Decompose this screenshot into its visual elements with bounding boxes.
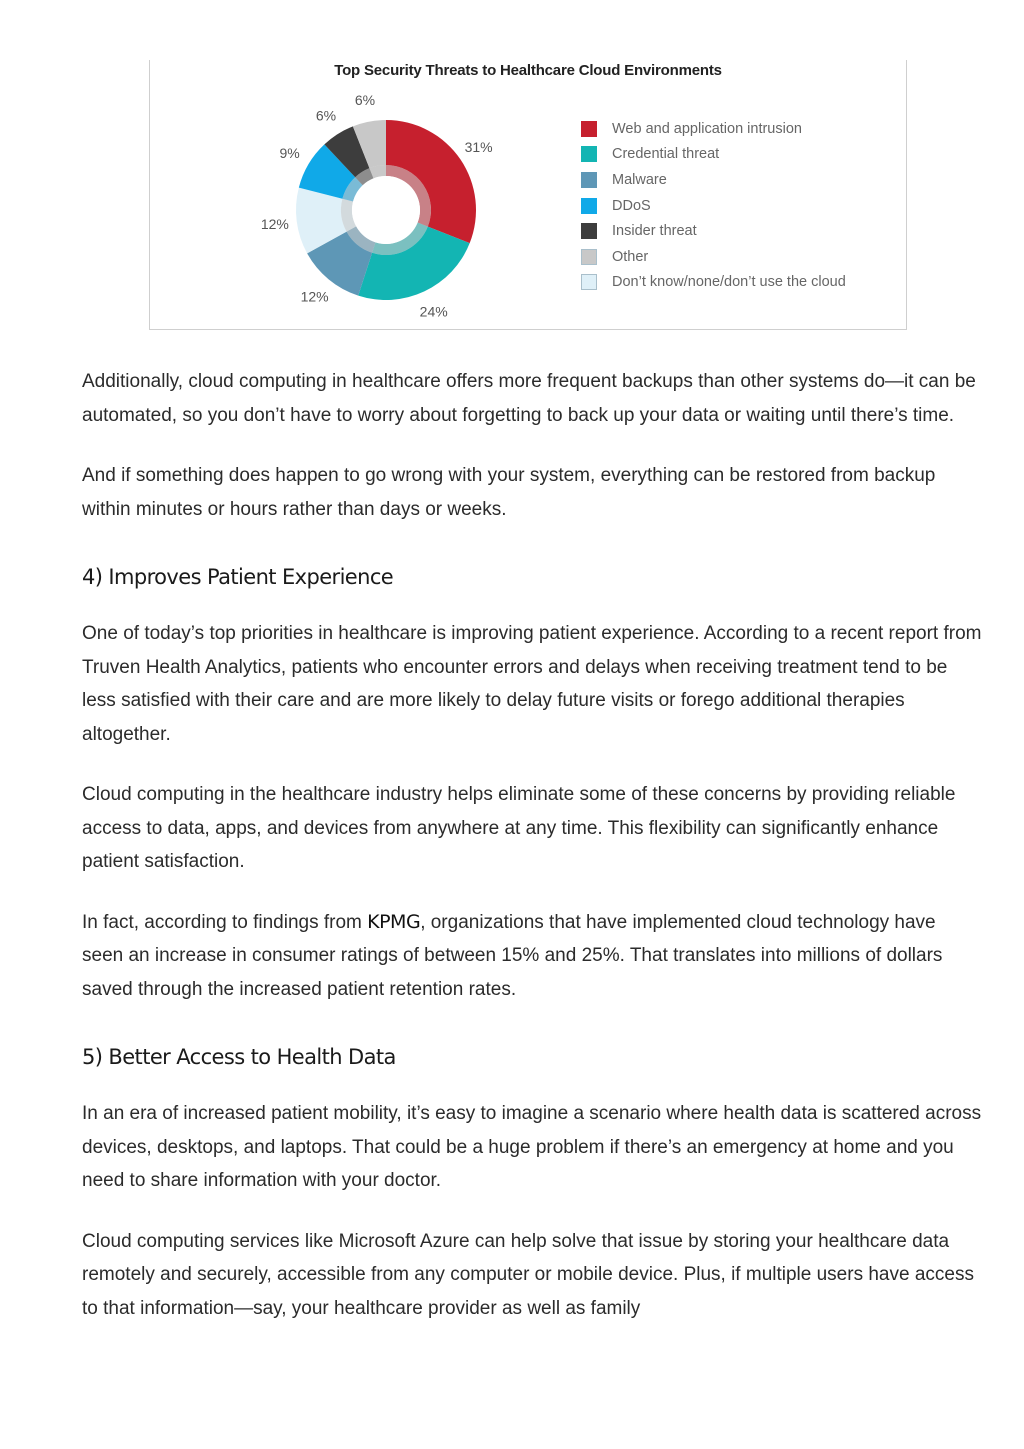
legend-label: Malware xyxy=(612,171,667,188)
slice-value-label: 31% xyxy=(464,139,493,156)
legend-label: Insider threat xyxy=(612,223,697,240)
slice-value-label: 12% xyxy=(300,288,329,305)
paragraph-cloud-helps: Cloud computing in the healthcare industry helps eliminate some of these concerns by providing reliable access to data, apps, and devices from anywhere at any time. This flexibility can significantly enhance patient satisfaction. xyxy=(82,784,956,872)
heading-health-data-access: 5) Better Access to Health Data xyxy=(82,1045,396,1069)
legend-swatch xyxy=(581,274,597,290)
legend-item xyxy=(581,142,846,168)
legend-swatch xyxy=(581,198,597,214)
slice-value-label: 24% xyxy=(419,303,448,320)
legend-item xyxy=(581,167,846,193)
chart-title: Top Security Threats to Healthcare Cloud Environments xyxy=(334,62,722,79)
paragraph-backups: Additionally, cloud computing in healthcare offers more frequent backups than other systems do—it can be automated, so you don’t have to worry about forgetting to back up your data or waiting until there’s time. xyxy=(82,371,976,426)
chart-figure xyxy=(149,60,907,330)
legend-item xyxy=(581,270,846,296)
donut-hole xyxy=(352,176,420,244)
slice-value-label: 6% xyxy=(315,107,337,124)
legend-label: Credential threat xyxy=(612,146,720,163)
article-body xyxy=(82,365,982,1352)
kpmg-link[interactable]: KPMG xyxy=(367,910,421,933)
legend-item xyxy=(581,218,846,244)
legend-swatch xyxy=(581,223,597,239)
legend-item xyxy=(581,193,846,219)
slice-value-label: 9% xyxy=(279,144,300,161)
legend-item xyxy=(581,244,846,270)
slice-value-label: 12% xyxy=(260,216,289,233)
legend-swatch xyxy=(581,121,597,137)
legend-item xyxy=(581,116,846,142)
legend-label: Don’t know/none/don’t use the cloud xyxy=(612,274,846,291)
donut-chart xyxy=(150,60,570,328)
paragraph-text: , organizations that have implemented cloud technology have seen an increase in consumer ratings of between 15% and 25%. That translates into millions of dollars saved through the increased patient retention rates. xyxy=(82,911,943,1000)
paragraph-azure: Cloud computing services like Microsoft Azure can help solve that issue by storing your healthcare data remotely and securely, accessible from any computer or mobile device. Plus, if multiple users have access to that information—say, your healthcare provider as well as family xyxy=(82,1230,974,1319)
paragraph-patient-mobility: In an era of increased patient mobility, it’s easy to imagine a scenario where health data is scattered across devices, desktops, and laptops. That could be a huge problem if there’s an emergency at home and you need to share information with your doctor. xyxy=(82,1103,982,1191)
legend-swatch xyxy=(581,146,597,162)
paragraph-text: In fact, according to findings from xyxy=(82,911,368,933)
chart-legend xyxy=(581,116,846,295)
legend-label: Other xyxy=(612,248,649,265)
slice-value-label: 6% xyxy=(354,91,376,108)
paragraph-restore: And if something does happen to go wrong with your system, everything can be restored from backup within minutes or hours rather than days or weeks. xyxy=(82,465,936,520)
legend-swatch xyxy=(581,249,597,265)
legend-label: DDoS xyxy=(612,197,651,214)
legend-label: Web and application intrusion xyxy=(612,120,802,137)
paragraph-kpmg-findings xyxy=(82,906,982,1007)
heading-patient-experience: 4) Improves Patient Experience xyxy=(82,565,394,589)
legend-swatch xyxy=(581,172,597,188)
paragraph-patient-priorities: One of today’s top priorities in healthcare is improving patient experience. According to a recent report from Truven Health Analytics, patients who encounter errors and delays when receiving treatment tend to be less satisfied with their care and are more likely to delay future visits or forego additional therapies altogether. xyxy=(82,623,982,745)
